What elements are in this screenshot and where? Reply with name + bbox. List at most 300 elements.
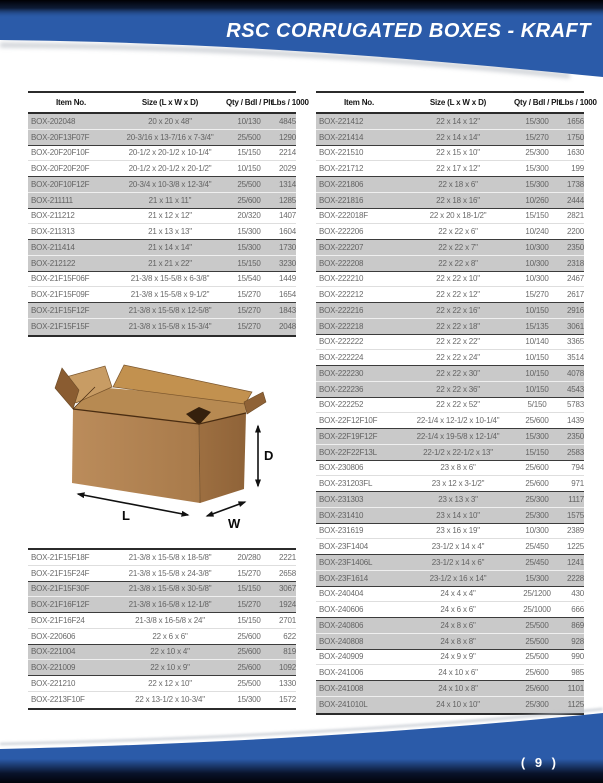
table-row	[28, 660, 296, 676]
size-cell: 22 x 14 x 14"	[436, 132, 480, 142]
qty-bdl-plt-cell: 25/300	[525, 510, 549, 520]
lbs-per-1000-cell: 2701	[279, 615, 296, 625]
size-cell: 22 x 18 x 16"	[436, 195, 480, 205]
qty-bdl-plt-cell: 25/600	[525, 668, 549, 678]
item-no-cell: BOX-21F15F24F	[31, 568, 90, 578]
item-no-cell: BOX-23F1404	[319, 542, 368, 552]
size-cell: 24 x 10 x 6"	[438, 668, 478, 678]
lbs-per-1000-cell: 3067	[279, 584, 296, 594]
table-row	[28, 676, 296, 692]
lbs-per-1000-cell: 2200	[567, 227, 584, 237]
size-cell: 21-3/8 x 15-5/8 x 18-5/8"	[128, 552, 212, 562]
qty-bdl-plt-cell: 10/150	[237, 164, 261, 174]
size-cell: 22 x 14 x 12"	[436, 116, 480, 126]
lbs-per-1000-cell: 430	[571, 589, 584, 599]
col-header-size: Size (L x W x D)	[429, 98, 487, 107]
table-row	[316, 161, 584, 177]
qty-bdl-plt-cell: 15/300	[237, 242, 261, 252]
table-row	[316, 618, 584, 634]
size-cell: 23 x 8 x 6"	[440, 463, 476, 473]
qty-bdl-plt-cell: 25/600	[237, 647, 261, 657]
item-no-cell: BOX-221412	[319, 116, 364, 126]
lbs-per-1000-cell: 2214	[279, 148, 296, 158]
item-no-cell: BOX-22F19F12F	[319, 431, 378, 441]
lbs-per-1000-cell: 2228	[567, 573, 584, 583]
item-no-cell: BOX-20F10F12F	[31, 179, 90, 189]
qty-bdl-plt-cell: 15/150	[237, 584, 261, 594]
size-cell: 21 x 12 x 12"	[148, 211, 192, 221]
lbs-per-1000-cell: 1290	[279, 132, 296, 142]
item-no-cell: BOX-221510	[319, 148, 364, 158]
table-body	[28, 550, 296, 708]
item-no-cell: BOX-21F15F15F	[31, 322, 90, 332]
table-row	[316, 539, 584, 555]
item-no-cell: BOX-221712	[319, 164, 364, 174]
qty-bdl-plt-cell: 25/500	[237, 678, 261, 688]
size-cell: 21 x 14 x 14"	[148, 242, 192, 252]
qty-bdl-plt-cell: 25/1200	[523, 589, 551, 599]
size-cell: 22 x 22 x 22"	[436, 337, 480, 347]
table-row	[316, 240, 584, 256]
item-no-cell: BOX-202048	[31, 116, 76, 126]
item-no-cell: BOX-221004	[31, 647, 76, 657]
table-row	[28, 582, 296, 598]
lbs-per-1000-cell: 928	[571, 636, 584, 646]
lbs-per-1000-cell: 1604	[279, 227, 296, 237]
qty-bdl-plt-cell: 25/500	[525, 636, 549, 646]
table-row	[316, 146, 584, 162]
size-cell: 22 x 17 x 12"	[436, 164, 480, 174]
item-no-cell: BOX-231303	[319, 494, 364, 504]
item-no-cell: BOX-222216	[319, 305, 364, 315]
item-no-cell: BOX-240808	[319, 636, 364, 646]
qty-bdl-plt-cell: 10/150	[525, 353, 549, 363]
qty-bdl-plt-cell: 10/240	[525, 227, 549, 237]
lbs-per-1000-cell: 1225	[567, 542, 584, 552]
qty-bdl-plt-cell: 25/600	[525, 463, 549, 473]
item-no-cell: BOX-21F15F30F	[31, 584, 90, 594]
qty-bdl-plt-cell: 25/500	[525, 652, 549, 662]
item-no-cell: BOX-22F22F13L	[319, 447, 377, 457]
lbs-per-1000-cell: 4078	[567, 368, 584, 378]
item-no-cell: BOX-241008	[319, 683, 364, 693]
table-row	[316, 681, 584, 697]
table-row	[316, 634, 584, 650]
item-no-cell: BOX-241006	[319, 668, 364, 678]
size-cell: 23-1/2 x 16 x 14"	[429, 573, 487, 583]
corrugated-box-illustration	[48, 346, 280, 532]
lbs-per-1000-cell: 622	[283, 631, 296, 641]
size-cell: 22 x 10 x 4"	[150, 647, 190, 657]
page-footer-banner	[0, 703, 603, 783]
item-no-cell: BOX-240606	[319, 605, 364, 615]
table-row	[316, 665, 584, 681]
size-cell: 24 x 8 x 6"	[440, 620, 476, 630]
qty-bdl-plt-cell: 15/270	[237, 600, 261, 610]
size-cell: 21 x 11 x 11"	[148, 195, 192, 205]
item-no-cell: BOX-222218	[319, 321, 364, 331]
width-label: W	[228, 516, 241, 531]
lbs-per-1000-cell: 2350	[567, 242, 584, 252]
qty-bdl-plt-cell: 15/150	[525, 447, 549, 457]
table-row	[316, 224, 584, 240]
qty-bdl-plt-cell: 15/270	[525, 132, 549, 142]
size-cell: 22 x 22 x 16"	[436, 305, 480, 315]
lbs-per-1000-cell: 1439	[567, 416, 584, 426]
table-row	[28, 272, 296, 288]
lbs-per-1000-cell: 2350	[567, 431, 584, 441]
qty-bdl-plt-cell: 25/600	[237, 663, 261, 673]
table-row	[28, 319, 296, 335]
table-row	[316, 209, 584, 225]
item-no-cell: BOX-21F15F06F	[31, 274, 90, 284]
table-row	[28, 287, 296, 303]
size-cell: 23-1/2 x 14 x 6"	[431, 557, 485, 567]
item-no-cell: BOX-211111	[31, 195, 73, 205]
table-body	[316, 114, 584, 713]
lbs-per-1000-cell: 3365	[567, 337, 584, 347]
size-cell: 22 x 22 x 36"	[436, 384, 480, 394]
size-cell: 21 x 13 x 13"	[148, 227, 192, 237]
lbs-per-1000-cell: 2318	[567, 258, 584, 268]
qty-bdl-plt-cell: 10/140	[525, 337, 549, 347]
table-row	[316, 555, 584, 571]
size-cell: 23 x 13 x 3"	[438, 494, 478, 504]
item-no-cell: BOX-221414	[319, 132, 364, 142]
size-cell: 22-1/4 x 12-1/2 x 10-1/4"	[416, 416, 500, 426]
qty-bdl-plt-cell: 15/150	[525, 211, 549, 221]
item-no-cell: BOX-222212	[319, 290, 364, 300]
lbs-per-1000-cell: 2467	[567, 274, 584, 284]
size-cell: 20-3/4 x 10-3/8 x 12-3/4"	[128, 179, 212, 189]
lbs-per-1000-cell: 3514	[567, 353, 584, 363]
qty-bdl-plt-cell: 15/270	[237, 568, 261, 578]
size-cell: 22 x 22 x 12"	[436, 290, 480, 300]
lbs-per-1000-cell: 794	[571, 463, 584, 473]
width-arrow	[207, 502, 245, 516]
table-row	[28, 645, 296, 661]
table-row	[316, 130, 584, 146]
box-front-face	[72, 409, 200, 503]
size-cell: 23-1/2 x 14 x 4"	[431, 542, 485, 552]
lbs-per-1000-cell: 819	[283, 647, 296, 657]
qty-bdl-plt-cell: 15/150	[237, 615, 261, 625]
qty-bdl-plt-cell: 15/270	[237, 290, 261, 300]
col-header-size: Size (L x W x D)	[141, 98, 199, 107]
size-cell: 22 x 10 x 9"	[150, 663, 190, 673]
table-row	[316, 287, 584, 303]
lbs-per-1000-cell: 1738	[567, 179, 584, 189]
length-label: L	[122, 508, 130, 523]
size-cell: 22 x 22 x 18"	[436, 321, 480, 331]
box-side-face	[199, 413, 246, 503]
depth-label: D	[264, 448, 274, 463]
lbs-per-1000-cell: 1449	[279, 274, 296, 284]
lbs-per-1000-cell: 666	[571, 605, 584, 615]
size-cell: 22 x 22 x 52"	[436, 400, 480, 410]
qty-bdl-plt-cell: 25/1000	[523, 605, 551, 615]
qty-bdl-plt-cell: 25/500	[525, 620, 549, 630]
size-cell: 22 x 12 x 10"	[148, 678, 192, 688]
qty-bdl-plt-cell: 10/300	[525, 526, 549, 536]
size-cell: 20-1/2 x 20-1/2 x 20-1/2"	[128, 164, 212, 174]
size-cell: 23 x 14 x 10"	[436, 510, 480, 520]
lbs-per-1000-cell: 1575	[567, 510, 584, 520]
page-title: RSC CORRUGATED BOXES - KRAFT	[226, 20, 591, 42]
table-row	[28, 240, 296, 256]
footer-dark-gradient	[0, 759, 603, 783]
qty-bdl-plt-cell: 25/600	[525, 416, 549, 426]
table-row	[316, 602, 584, 618]
qty-bdl-plt-cell: 10/300	[525, 258, 549, 268]
item-no-cell: BOX-20F20F10F	[31, 148, 90, 158]
lbs-per-1000-cell: 985	[571, 668, 584, 678]
size-cell: 21-3/8 x 15-5/8 x 24-3/8"	[128, 568, 212, 578]
item-no-cell: BOX-222224	[319, 353, 364, 363]
item-no-cell: BOX-222018F	[319, 211, 368, 221]
item-no-cell: BOX-222252	[319, 400, 364, 410]
size-cell: 24 x 9 x 9"	[440, 652, 476, 662]
lbs-per-1000-cell: 1750	[567, 132, 584, 142]
lbs-per-1000-cell: 990	[571, 652, 584, 662]
size-cell: 24 x 10 x 10"	[436, 700, 480, 710]
item-no-cell: BOX-231410	[319, 510, 364, 520]
table-row	[28, 303, 296, 319]
size-cell: 24 x 10 x 8"	[438, 683, 478, 693]
qty-bdl-plt-cell: 25/300	[525, 700, 549, 710]
qty-bdl-plt-cell: 15/300	[525, 431, 549, 441]
header-dark-gradient	[0, 0, 603, 18]
lbs-per-1000-cell: 1572	[279, 695, 296, 705]
lbs-per-1000-cell: 2389	[567, 526, 584, 536]
item-no-cell: BOX-22F12F10F	[319, 416, 378, 426]
qty-bdl-plt-cell: 15/150	[237, 258, 261, 268]
table-row	[28, 209, 296, 225]
table-row	[28, 566, 296, 582]
table-row	[28, 550, 296, 566]
qty-bdl-plt-cell: 10/150	[525, 368, 549, 378]
qty-bdl-plt-cell: 5/150	[527, 400, 547, 410]
qty-bdl-plt-cell: 15/300	[237, 227, 261, 237]
item-no-cell: BOX-222222	[319, 337, 364, 347]
size-cell: 22 x 6 x 6"	[152, 631, 188, 641]
lbs-per-1000-cell: 3061	[567, 321, 584, 331]
qty-bdl-plt-cell: 25/450	[525, 542, 549, 552]
item-no-cell: BOX-221009	[31, 663, 76, 673]
qty-bdl-plt-cell: 15/300	[525, 116, 549, 126]
size-cell: 21-3/8 x 15-5/8 x 30-5/8"	[128, 584, 212, 594]
table-row	[28, 114, 296, 130]
item-no-cell: BOX-2213F10F	[31, 695, 85, 705]
lbs-per-1000-cell: 1407	[279, 211, 296, 221]
qty-bdl-plt-cell: 10/150	[525, 305, 549, 315]
col-header-qty: Qty / Bdl / Plt	[514, 98, 561, 107]
item-no-cell: BOX-222206	[319, 227, 364, 237]
item-no-cell: BOX-240806	[319, 620, 364, 630]
lbs-per-1000-cell: 1924	[279, 600, 296, 610]
table-row	[28, 146, 296, 162]
table-row	[316, 571, 584, 587]
spec-table-left-bottom	[28, 548, 296, 710]
table-row	[316, 272, 584, 288]
item-no-cell: BOX-211414	[31, 242, 75, 252]
lbs-per-1000-cell: 1656	[567, 116, 584, 126]
qty-bdl-plt-cell: 20/320	[237, 211, 261, 221]
lbs-per-1000-cell: 1092	[279, 663, 296, 673]
table-row	[316, 650, 584, 666]
lbs-per-1000-cell: 2583	[567, 447, 584, 457]
table-row	[316, 492, 584, 508]
table-row	[316, 508, 584, 524]
table-row	[28, 193, 296, 209]
table-row	[316, 114, 584, 130]
spec-table-right	[316, 91, 597, 715]
lbs-per-1000-cell: 2221	[279, 552, 296, 562]
item-no-cell: BOX-240404	[319, 589, 364, 599]
qty-bdl-plt-cell: 25/300	[525, 148, 549, 158]
col-header-lbs: Lbs / 1000	[560, 98, 597, 107]
table-row	[28, 256, 296, 272]
size-cell: 20-3/16 x 13-7/16 x 7-3/4"	[126, 132, 214, 142]
size-cell: 21-3/8 x 15-5/8 x 6-3/8"	[130, 274, 210, 284]
size-cell: 22 x 22 x 7"	[438, 242, 478, 252]
table-row	[316, 256, 584, 272]
item-no-cell: BOX-222207	[319, 242, 364, 252]
table-row	[316, 413, 584, 429]
lbs-per-1000-cell: 1101	[567, 683, 584, 693]
table-row	[28, 629, 296, 645]
item-no-cell: BOX-211313	[31, 227, 75, 237]
qty-bdl-plt-cell: 10/130	[237, 116, 261, 126]
item-no-cell: BOX-211212	[31, 211, 75, 221]
item-no-cell: BOX-241010L	[319, 700, 368, 710]
table-row	[316, 398, 584, 414]
lbs-per-1000-cell: 199	[571, 164, 584, 174]
qty-bdl-plt-cell: 10/260	[525, 195, 549, 205]
qty-bdl-plt-cell: 10/150	[525, 384, 549, 394]
qty-bdl-plt-cell: 15/150	[237, 148, 261, 158]
lbs-per-1000-cell: 4845	[279, 116, 296, 126]
lbs-per-1000-cell: 2916	[567, 305, 584, 315]
qty-bdl-plt-cell: 25/600	[525, 479, 549, 489]
table-row	[316, 319, 584, 335]
page-header-banner	[0, 0, 603, 88]
col-header-qty: Qty / Bdl / Plt	[226, 98, 273, 107]
size-cell: 21-3/8 x 15-5/8 x 15-3/4"	[128, 322, 212, 332]
item-no-cell: BOX-221806	[319, 179, 364, 189]
size-cell: 22 x 22 x 24"	[436, 353, 480, 363]
lbs-per-1000-cell: 3230	[279, 258, 296, 268]
size-cell: 22 x 20 x 18-1/2"	[429, 211, 487, 221]
qty-bdl-plt-cell: 15/300	[237, 695, 261, 705]
size-cell: 22 x 22 x 30"	[436, 368, 480, 378]
size-cell: 22 x 22 x 6"	[438, 227, 478, 237]
size-cell: 23 x 16 x 19"	[436, 526, 480, 536]
lbs-per-1000-cell: 1125	[567, 700, 584, 710]
item-no-cell: BOX-222210	[319, 274, 364, 284]
table-row	[28, 161, 296, 177]
table-row	[28, 130, 296, 146]
lbs-per-1000-cell: 2658	[279, 568, 296, 578]
item-no-cell: BOX-222208	[319, 258, 364, 268]
table-row	[316, 382, 584, 398]
item-no-cell: BOX-20F20F20F	[31, 164, 90, 174]
qty-bdl-plt-cell: 10/300	[525, 274, 549, 284]
lbs-per-1000-cell: 1843	[279, 305, 296, 315]
qty-bdl-plt-cell: 25/300	[525, 494, 549, 504]
lbs-per-1000-cell: 1285	[279, 195, 296, 205]
table-row	[316, 350, 584, 366]
table-row	[316, 429, 584, 445]
item-no-cell: BOX-231619	[319, 526, 364, 536]
item-no-cell: BOX-21F16F12F	[31, 600, 90, 610]
lbs-per-1000-cell: 1314	[279, 179, 296, 189]
lbs-per-1000-cell: 1117	[568, 494, 584, 504]
lbs-per-1000-cell: 869	[571, 620, 584, 630]
size-cell: 24 x 6 x 6"	[440, 605, 476, 615]
item-no-cell: BOX-23F1406L	[319, 557, 373, 567]
lbs-per-1000-cell: 2821	[567, 211, 584, 221]
qty-bdl-plt-cell: 25/600	[525, 683, 549, 693]
qty-bdl-plt-cell: 15/540	[237, 274, 261, 284]
spec-table-left-top	[28, 91, 309, 337]
qty-bdl-plt-cell: 25/600	[237, 195, 261, 205]
qty-bdl-plt-cell: 25/500	[237, 132, 261, 142]
lbs-per-1000-cell: 2048	[279, 322, 296, 332]
item-no-cell: BOX-240909	[319, 652, 364, 662]
lbs-per-1000-cell: 2617	[567, 290, 584, 300]
table-row	[316, 366, 584, 382]
qty-bdl-plt-cell: 15/300	[525, 179, 549, 189]
size-cell: 20 x 20 x 48"	[148, 116, 192, 126]
table-row	[28, 613, 296, 629]
size-cell: 22 x 13-1/2 x 10-3/4"	[135, 695, 205, 705]
table-row	[316, 445, 584, 461]
item-no-cell: BOX-21F15F12F	[31, 305, 90, 315]
item-no-cell: BOX-222236	[319, 384, 364, 394]
qty-bdl-plt-cell: 25/600	[237, 631, 261, 641]
lbs-per-1000-cell: 1330	[279, 678, 296, 688]
qty-bdl-plt-cell: 15/300	[525, 573, 549, 583]
lbs-per-1000-cell: 4543	[567, 384, 584, 394]
size-cell: 23 x 12 x 3-1/2"	[431, 479, 485, 489]
table-row	[316, 303, 584, 319]
table-row	[316, 335, 584, 351]
table-row	[316, 461, 584, 477]
lbs-per-1000-cell: 2444	[567, 195, 584, 205]
size-cell: 21-3/8 x 16-5/8 x 24"	[135, 615, 205, 625]
lbs-per-1000-cell: 2029	[279, 164, 296, 174]
table-header	[28, 93, 309, 114]
size-cell: 21 x 21 x 22"	[148, 258, 192, 268]
item-no-cell: BOX-221210	[31, 678, 76, 688]
table-row	[316, 587, 584, 603]
lbs-per-1000-cell: 1654	[279, 290, 296, 300]
col-header-item-no: Item No.	[56, 98, 86, 107]
table-header	[316, 93, 597, 114]
item-no-cell: BOX-221816	[319, 195, 364, 205]
item-no-cell: BOX-21F16F24	[31, 615, 85, 625]
table-row	[28, 224, 296, 240]
qty-bdl-plt-cell: 10/300	[525, 242, 549, 252]
page-number: ( 9 )	[520, 755, 559, 770]
size-cell: 21-3/8 x 15-5/8 x 9-1/2"	[130, 290, 210, 300]
lbs-per-1000-cell: 1630	[567, 148, 584, 158]
size-cell: 22-1/2 x 22-1/2 x 13"	[423, 447, 493, 457]
table-row	[316, 193, 584, 209]
item-no-cell: BOX-212122	[31, 258, 76, 268]
table-row	[28, 597, 296, 613]
